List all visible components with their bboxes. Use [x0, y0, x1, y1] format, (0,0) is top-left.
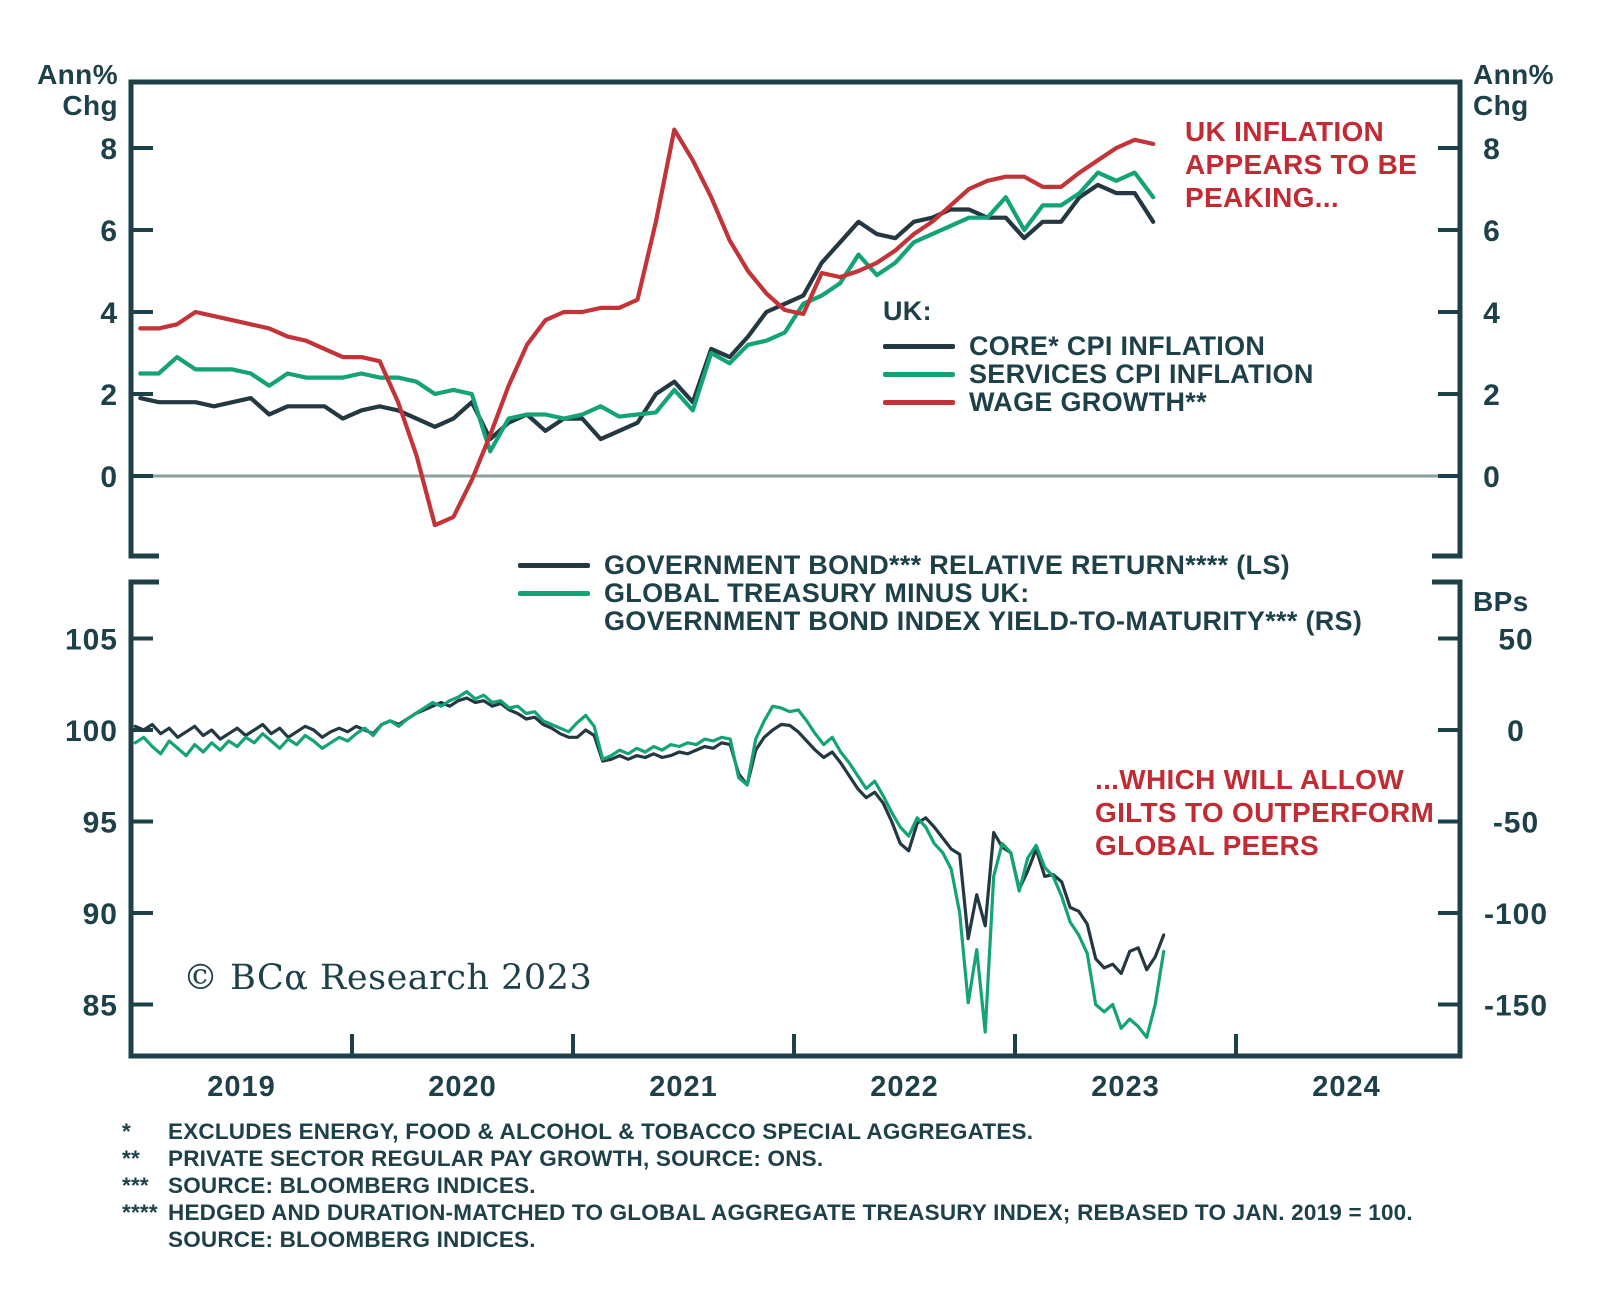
- legend-item-gilt-return: [518, 551, 1362, 579]
- footnotes: [122, 1118, 1413, 1253]
- annotation-line: APPEARS TO BE: [1185, 149, 1418, 180]
- bottom-right-axis-caption: BPs: [1473, 586, 1529, 617]
- legend-label: SERVICES CPI INFLATION: [969, 358, 1314, 389]
- legend-label: GLOBAL TREASURY MINUS UK:: [604, 577, 1030, 608]
- axis-caption-line: Ann%: [37, 59, 118, 90]
- legend-label: GOVERNMENT BOND*** RELATIVE RETURN**** (LS): [604, 549, 1290, 580]
- year-label: 2023: [1091, 1071, 1160, 1103]
- bottom-legend: [518, 551, 1362, 635]
- bottom-left-tick-label: 85: [82, 989, 118, 1023]
- legend-item-wage-growth: [883, 388, 1314, 416]
- axis-caption-line: Chg: [62, 90, 118, 121]
- bottom-left-tick-label: 95: [82, 806, 118, 840]
- annotation-line: GLOBAL PEERS: [1095, 830, 1320, 861]
- top-right-tick-label: 4: [1483, 297, 1501, 330]
- footnote-marker: ***: [122, 1173, 149, 1198]
- top-right-tick-label: 8: [1483, 133, 1501, 166]
- top-left-tick-label: 8: [100, 133, 118, 166]
- annotation-line: PEAKING...: [1185, 182, 1339, 213]
- footnote-text: SOURCE: BLOOMBERG INDICES.: [168, 1227, 536, 1252]
- services-cpi-line-swatch: [883, 372, 955, 377]
- top-left-axis-caption: [34, 59, 118, 121]
- legend-label: GOVERNMENT BOND INDEX YIELD-TO-MATURITY*** (RS): [604, 605, 1363, 636]
- axis-caption-line: Ann%: [1473, 59, 1554, 90]
- footnote-row: [122, 1172, 1413, 1199]
- footnote-row: [122, 1199, 1413, 1226]
- year-label: 2022: [870, 1071, 939, 1103]
- bca-research-watermark: © BCα Research 2023: [183, 958, 593, 998]
- bottom-right-tick-label: 50: [1498, 623, 1534, 657]
- legend-item-services-cpi: [883, 360, 1314, 388]
- legend-label: WAGE GROWTH**: [969, 386, 1207, 417]
- legend-item-yield-spread: [518, 579, 1362, 607]
- wage-growth-line-swatch: [883, 400, 955, 405]
- axis-caption-line: Chg: [1473, 90, 1529, 121]
- year-label: 2020: [428, 1071, 497, 1103]
- bottom-left-tick-label: 100: [64, 715, 118, 748]
- top-right-tick-label: 0: [1483, 461, 1501, 494]
- top-legend: [883, 296, 1314, 416]
- bottom-left-tick-label: 90: [82, 898, 118, 931]
- footnote-marker: [122, 1226, 168, 1253]
- footnote-marker: **: [122, 1146, 140, 1171]
- bottom-right-tick-label: -100: [1483, 898, 1549, 931]
- footnote-text: HEDGED AND DURATION-MATCHED TO GLOBAL AGGREGATE TREASURY INDEX; REBASED TO JAN. 2019 = 100.: [168, 1200, 1413, 1225]
- legend-item-core-cpi: [883, 332, 1314, 360]
- legend-item-yield-spread-line2: [518, 607, 1362, 635]
- top-left-tick-label: 4: [100, 297, 118, 330]
- year-label: 2024: [1312, 1071, 1381, 1103]
- top-right-axis-caption: [1473, 59, 1554, 121]
- bottom-right-tick-label: 0: [1507, 715, 1525, 748]
- bottom-right-tick-label: -50: [1492, 806, 1540, 840]
- annotation-line: ...WHICH WILL ALLOW: [1095, 764, 1404, 795]
- gilt-return-line-swatch: [518, 563, 590, 568]
- top-annotation: [1185, 115, 1417, 214]
- top-legend-heading: UK:: [883, 296, 932, 326]
- top-right-tick-label: 2: [1483, 379, 1501, 412]
- footnote-marker: *: [122, 1119, 131, 1144]
- top-left-tick-label: 2: [100, 379, 118, 412]
- yield-spread-line-swatch: [518, 591, 590, 596]
- footnote-row: [122, 1226, 1413, 1253]
- core-cpi-line-swatch: [883, 344, 955, 349]
- footnote-text: EXCLUDES ENERGY, FOOD & ALCOHOL & TOBACCO SPECIAL AGGREGATES.: [168, 1119, 1034, 1144]
- footnote-row: [122, 1145, 1413, 1172]
- year-label: 2021: [649, 1071, 718, 1103]
- year-label: 2019: [207, 1071, 276, 1103]
- annotation-line: GILTS TO OUTPERFORM: [1095, 797, 1435, 828]
- top-left-tick-label: 0: [100, 461, 118, 494]
- annotation-line: UK INFLATION: [1185, 116, 1385, 147]
- top-left-tick-label: 6: [100, 215, 118, 248]
- bottom-right-tick-label: -150: [1483, 989, 1549, 1023]
- top-right-tick-label: 6: [1483, 215, 1501, 248]
- bottom-left-tick-label: 105: [64, 623, 118, 657]
- footnote-row: [122, 1118, 1413, 1145]
- footnote-marker: ****: [122, 1200, 158, 1225]
- bottom-annotation: [1095, 763, 1434, 862]
- footnote-text: SOURCE: BLOOMBERG INDICES.: [168, 1173, 536, 1198]
- footnote-text: PRIVATE SECTOR REGULAR PAY GROWTH, SOURCE: ONS.: [168, 1146, 824, 1171]
- legend-label: CORE* CPI INFLATION: [969, 330, 1266, 361]
